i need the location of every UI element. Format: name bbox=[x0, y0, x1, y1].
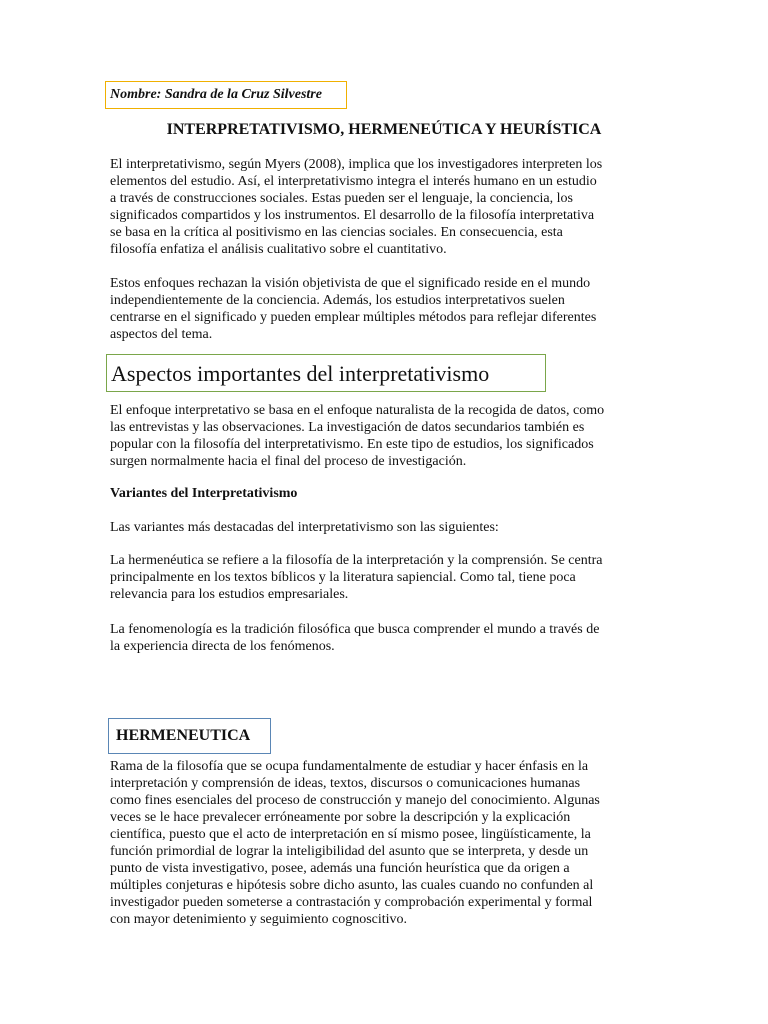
hermeneutica-paragraph: Rama de la filosofía que se ocupa fundamentalmente de estudiar y hacer énfasis en la interpretación y comprensión de ideas, textos, discursos o comunicaciones humanas como fines esenciales del proceso de construcción y manejo del conocimiento. Algunas veces se le hace prevalecer erróneamente por sobre la descripción y la explicación científica, puesto que el acto de interpretación en sí mismo posee, lingüísticamente, la función primordial de lograr la inteligibilidad del asunto que se interpreta, y desde un punto de vista investigativo, posee, además una función heurística que da origen a múltiples conjeturas e hipótesis sobre dicho asunto, las cuales cuando no confunden al investigador pueden someterse a contrastación y comprobación experimental y formal con mayor detenimiento y seguimiento cognoscitivo. bbox=[110, 759, 600, 927]
variants-heading: Variantes del Interpretativismo bbox=[110, 486, 298, 501]
section-paragraph-1: El enfoque interpretativo se basa en el enfoque naturalista de la recogida de datos, como las entrevistas y las observaciones. La investigación de datos secundarios también es popular con la filosofía del interpretativismo. En este tipo de estudios, los significados surgen normalmente hacia el final del proceso de investigación. bbox=[110, 403, 605, 469]
section-heading-aspectos: Aspectos importantes del interpretativismo bbox=[106, 354, 546, 392]
variants-paragraph-fenomenologia: La fenomenología es la tradición filosófica que busca comprender el mundo a través de la experiencia directa de los fenómenos. bbox=[110, 622, 600, 654]
intro-paragraph-1: El interpretativismo, según Myers (2008), implica que los investigadores interpreten los elementos del estudio. Así, el interpretativismo integra el interés humano en un estudio a través de construcciones sociales. Estas pueden ser el lenguaje, la conciencia, los significados compartidos y los instrumentos. El desarrollo de la filosofía interpretativa se basa en la crítica al positivismo en las ciencias sociales. En consecuencia, esta filosofía enfatiza el análisis cualitativo sobre el cuantitativo. bbox=[110, 157, 603, 257]
document-title: INTERPRETATIVISMO, HERMENEÚTICA Y HEURÍSTICA bbox=[166, 121, 602, 138]
variants-intro-paragraph: Las variantes más destacadas del interpretativismo son las siguientes: bbox=[110, 520, 499, 535]
hermeneutica-heading: HERMENEUTICA bbox=[108, 718, 271, 754]
author-name-box: Nombre: Sandra de la Cruz Silvestre bbox=[105, 81, 347, 109]
intro-paragraph-2: Estos enfoques rechazan la visión objetivista de que el significado reside en el mundo independientemente de la conciencia. Además, los estudios interpretativos suelen centrarse en el significado y pueden emplear múltiples métodos para reflejar diferentes aspectos del tema. bbox=[110, 276, 597, 342]
variants-paragraph-hermeneutica: La hermenéutica se refiere a la filosofía de la interpretación y la comprensión. Se centra principalmente en los textos bíblicos y la literatura sapiencial. Como tal, tiene poca relevancia para los estudios empresariales. bbox=[110, 553, 603, 602]
